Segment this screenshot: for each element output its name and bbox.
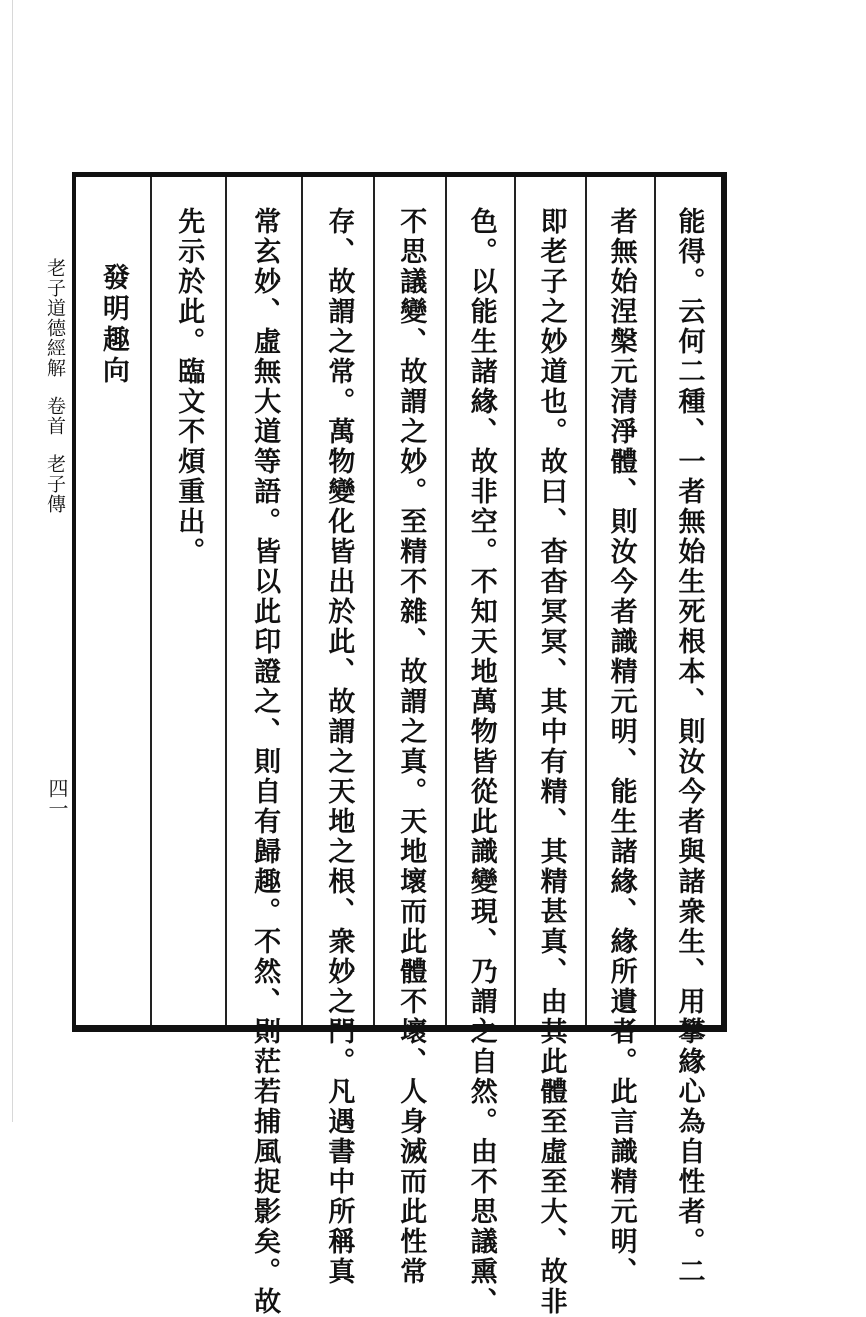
column-text: 能得。云何二種、一者無始生死根本、則汝今者與諸衆生、用攀緣心為自性者。二	[673, 207, 705, 1287]
book-title: 老子道德經解	[44, 258, 66, 378]
binding-line	[12, 0, 13, 1122]
column-text: 先示於此。臨文不煩重出。	[173, 207, 205, 567]
text-column-3	[514, 177, 585, 1317]
text-column-6	[301, 177, 373, 1287]
column-text: 存、故謂之常。萬物變化皆出於此、故謂之天地之根、衆妙之門。凡遇書中所稱真	[323, 207, 355, 1287]
text-frame	[72, 172, 727, 1317]
text-column-5	[373, 177, 445, 1287]
column-text: 者無始涅槃元清淨體、則汝今者識精元明、能生諸緣、緣所遺者。此言識精元明、	[605, 207, 637, 1287]
section-title-column	[76, 177, 150, 1025]
side-header	[44, 258, 66, 514]
column-text: 常玄妙、虛無大道等語。皆以此印證之、則自有歸趣。不然、則茫若捕風捉影矣。故	[249, 207, 281, 1317]
text-column-8	[150, 177, 225, 1025]
page-number: 四一	[45, 778, 69, 818]
text-column-1	[654, 177, 721, 1287]
chapter-label: 老子傳	[44, 454, 66, 514]
text-column-2	[585, 177, 654, 1287]
column-text: 色。以能生諸緣、故非空。不知天地萬物皆從此識變現、乃謂之自然。由不思議熏、	[465, 207, 497, 1317]
text-column-7	[225, 177, 302, 1317]
text-column-4	[445, 177, 514, 1317]
section-title: 發明趣向	[97, 263, 129, 387]
column-text: 即老子之妙道也。故曰、杳杳冥冥、其中有精、其精甚真、由其此體至虛至大、故非	[535, 207, 567, 1317]
column-text: 不思議變、故謂之妙。至精不雜、故謂之真。天地壞而此體不壞、人身滅而此性常	[395, 207, 427, 1287]
volume-label: 卷首	[44, 396, 66, 436]
